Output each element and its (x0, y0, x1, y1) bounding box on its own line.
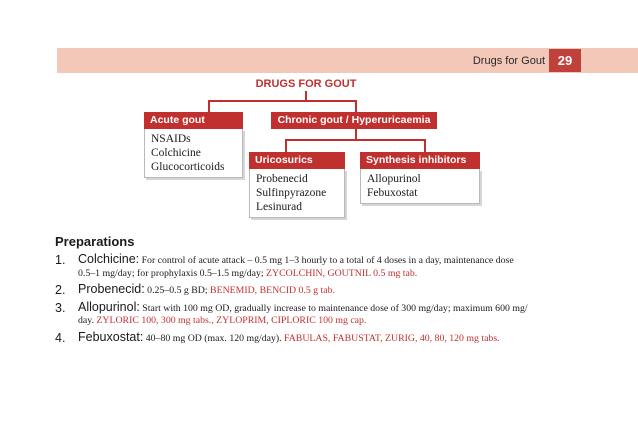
uricosurics-label: Uricosurics (249, 152, 345, 169)
drug-name: Allopurinol: (78, 299, 140, 314)
item-line (78, 331, 590, 346)
connector-line (424, 139, 426, 153)
connector-line (285, 139, 287, 153)
synthesis-inhibitors-label: Synthesis inhibitors (360, 152, 480, 169)
dose-text: day. (78, 315, 94, 326)
item-line (78, 315, 590, 328)
connector-line (285, 139, 426, 141)
list-item: Colchicine (151, 147, 201, 159)
item-line (78, 268, 590, 281)
diagram-title: DRUGS FOR GOUT (255, 78, 357, 90)
acute-gout-label: Acute gout (144, 112, 243, 129)
list-item (55, 253, 590, 280)
item-number: 1. (55, 253, 66, 267)
brand-names: BENEMID, BENCID 0.5 g tab. (210, 285, 335, 296)
drug-name: Colchicine: (78, 252, 140, 266)
list-item (55, 331, 590, 346)
brand-names: ZYLORIC 100, 300 mg tabs., ZYLOPRIM, CIPLORIC 100 mg cap. (96, 315, 367, 326)
item-line (78, 301, 590, 316)
brand-names: ZYCOLCHIN, GOUTNIL 0.5 mg tab. (266, 267, 418, 279)
uricosurics-list (249, 169, 345, 218)
dose-text: 0.25–0.5 g BD; (147, 285, 208, 296)
brand-names: FABULAS, FABUSTAT, ZURIG, 40, 80, 120 mg tabs. (284, 332, 500, 344)
synthesis-inhibitors-box (360, 152, 480, 204)
list-item (55, 301, 590, 328)
running-header-title: Drugs for Gout (472, 55, 545, 67)
item-number: 4. (55, 330, 66, 345)
chronic-gout-label: Chronic gout / Hyperuricaemia (271, 112, 437, 129)
item-number: 2. (55, 283, 66, 297)
item-number: 3. (55, 300, 66, 315)
list-item: NSAIDs (151, 133, 191, 145)
dose-text: 0.5–1 mg/day; for prophylaxis 0.5–1.5 mg/day; (78, 267, 264, 279)
page-number: 29 (549, 49, 581, 72)
dose-text: For control of acute attack – 0.5 mg 1–3 hourly to a total of 4 doses in a day, maintenance dose (141, 255, 514, 266)
preparations-list (55, 253, 590, 348)
dose-text: Start with 100 mg OD, gradually increase to maintenance dose of 300 mg/day; maximum 600 mg/ (142, 302, 528, 314)
preparations-heading: Preparations (55, 234, 135, 249)
list-item: Allopurinol (367, 173, 421, 185)
acute-gout-list (144, 129, 243, 178)
synthesis-inhibitors-list (360, 169, 480, 204)
item-line (78, 253, 590, 268)
list-item (55, 283, 590, 298)
list-item: Sulfinpyrazone (256, 187, 327, 199)
connector-line (208, 100, 357, 102)
list-item: Febuxostat (367, 187, 418, 199)
item-line (78, 283, 590, 298)
drug-name: Probenecid: (78, 282, 145, 296)
drug-name: Febuxostat: (78, 329, 144, 344)
dose-text: 40–80 mg OD (max. 120 mg/day). (145, 332, 282, 344)
list-item: Glucocorticoids (151, 161, 225, 173)
acute-gout-box (144, 112, 243, 178)
list-item: Probenecid (256, 173, 308, 185)
chronic-gout-box (271, 112, 437, 129)
list-item: Lesinurad (256, 201, 302, 213)
uricosurics-box (249, 152, 345, 218)
